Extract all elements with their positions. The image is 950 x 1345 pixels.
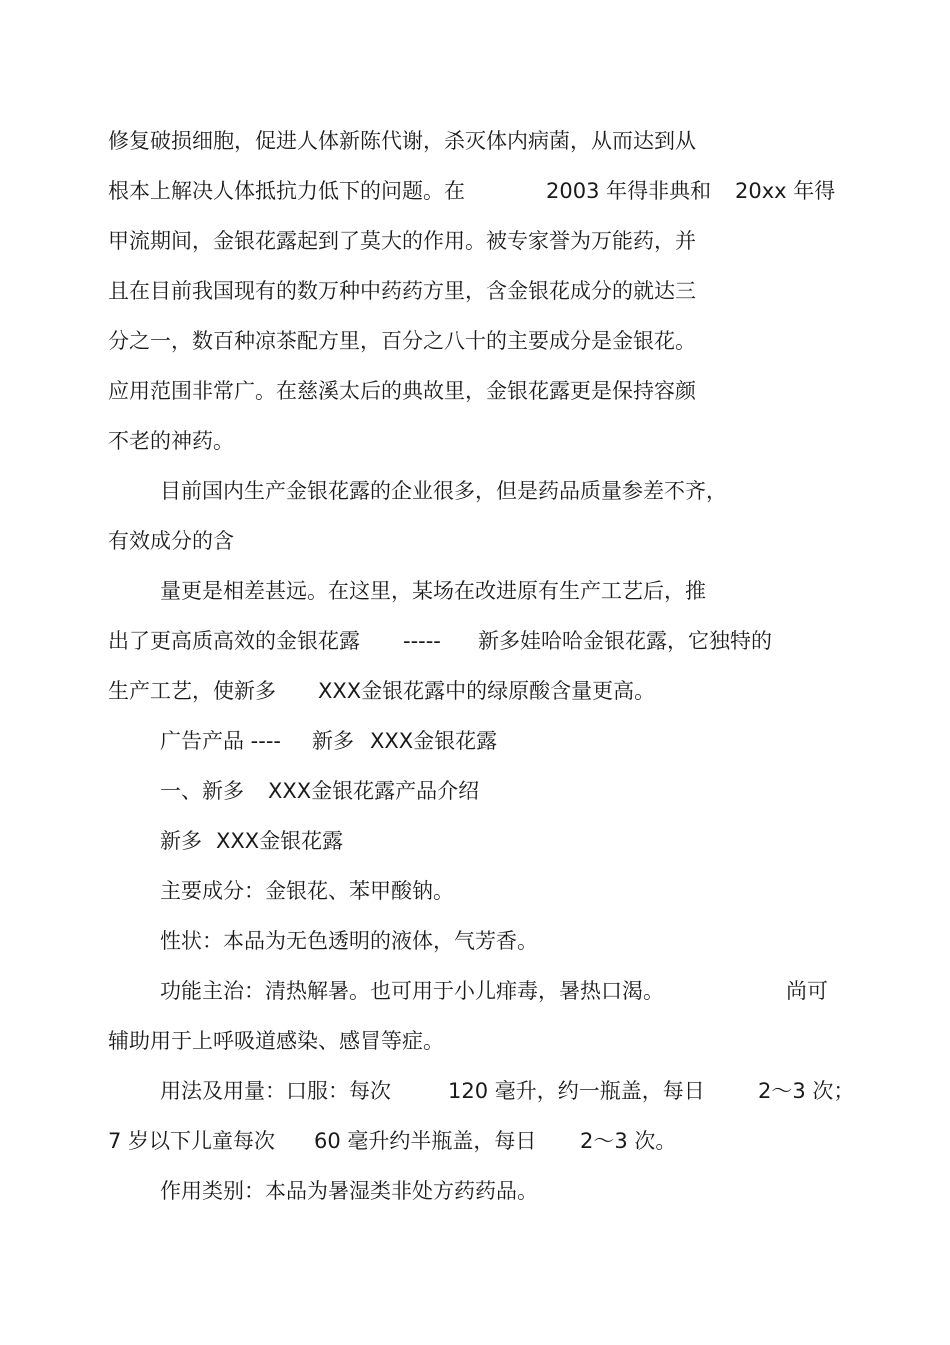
text-segment: 2～3 次。 <box>580 1129 677 1153</box>
text-segment: 20xx 年得 <box>735 179 836 203</box>
text-segment: XXX金银花露中的绿原酸含量更高。 <box>318 679 656 703</box>
text-segment: 出了更高质高效的金银花露 <box>108 629 360 653</box>
text-segment: XXX金银花露 <box>370 729 498 753</box>
text-segment: XXX金银花露 <box>216 829 344 853</box>
text-segment: 一、新多 <box>160 779 244 803</box>
text-segment: 辅助用于上呼吸道感染、感冒等症。 <box>108 1029 444 1053</box>
text-segment: 性状：本品为无色透明的液体，气芳香。 <box>160 929 538 953</box>
text-segment: 新多娃哈哈金银花露，它独特的 <box>478 629 772 653</box>
text-segment: 甲流期间，金银花露起到了莫大的作用。被专家誉为万能药，并 <box>108 229 696 253</box>
text-segment: 功能主治：清热解暑。也可用于小儿痱毒，暑热口渴。 <box>160 979 664 1003</box>
text-segment: 分之一，数百种凉茶配方里，百分之八十的主要成分是金银花。 <box>108 329 696 353</box>
text-segment: 新多 <box>312 729 354 753</box>
text-segment: 不老的神药。 <box>108 429 234 453</box>
text-segment: 7 岁以下儿童每次 <box>108 1129 276 1153</box>
text-segment: 2～3 次； <box>758 1079 855 1103</box>
text-segment: 120 毫升，约一瓶盖，每日 <box>448 1079 705 1103</box>
text-segment: XXX金银花露产品介绍 <box>268 779 480 803</box>
text-segment: 2003 年得非典和 <box>546 179 712 203</box>
text-segment: 主要成分：金银花、苯甲酸钠。 <box>160 879 454 903</box>
text-segment: 尚可 <box>786 979 828 1003</box>
text-segment: 新多 <box>160 829 202 853</box>
text-segment: ----- <box>403 629 441 653</box>
text-segment: 量更是相差甚远。在这里，某场在改进原有生产工艺后，推 <box>160 579 706 603</box>
text-segment: 根本上解决人体抵抗力低下的问题。在 <box>108 179 465 203</box>
text-segment: 目前国内生产金银花露的企业很多，但是药品质量参差不齐， <box>160 479 727 503</box>
text-segment: 用法及用量：口服：每次 <box>160 1079 391 1103</box>
text-segment: 应用范围非常广。在慈溪太后的典故里，金银花露更是保持容颜 <box>108 379 696 403</box>
text-segment: 作用类别：本品为暑湿类非处方药药品。 <box>160 1179 538 1203</box>
text-segment: 且在目前我国现有的数万种中药药方里，含金银花成分的就达三 <box>108 279 696 303</box>
text-segment: 生产工艺，使新多 <box>108 679 276 703</box>
text-segment: 有效成分的含 <box>108 529 234 553</box>
text-segment: 广告产品 ---- <box>160 729 281 753</box>
text-segment: 修复破损细胞，促进人体新陈代谢，杀灭体内病菌，从而达到从 <box>108 129 696 153</box>
text-segment: 60 毫升约半瓶盖，每日 <box>314 1129 537 1153</box>
